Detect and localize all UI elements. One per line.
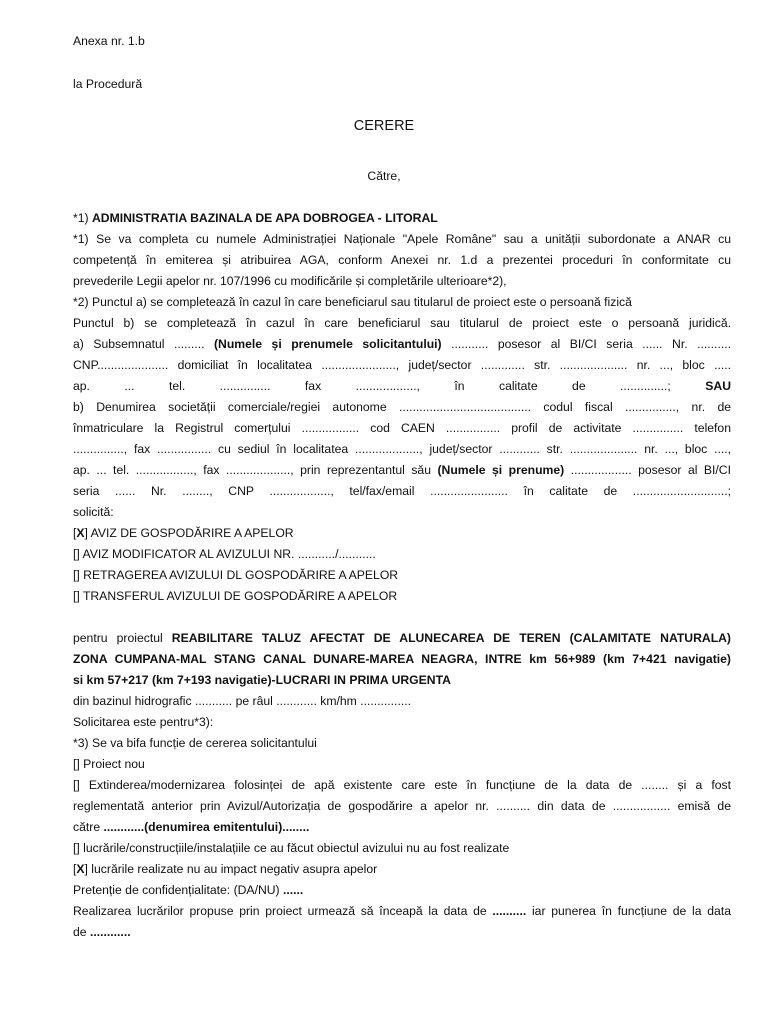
section-a-line2: CNP..................... domiciliat în localitatea ......................, județ/sector ............. str. .................... nr. ..., bloc ..... (73, 358, 731, 372)
option-works-done: [X] lucrările realizate nu au impact negativ asupra apelor (73, 862, 378, 876)
basin-line: din bazinul hidrografic ........... pe râul ............ km/hm ............... (73, 694, 411, 708)
option-new-project: [] Proiect nou (73, 757, 145, 771)
section-a-l1-pre: a) Subsemnatul ......... (73, 337, 214, 351)
project-title-part2: ZONA CUMPANA-MAL STANG CANAL DUNARE-MAREA NEAGRA, INTRE km 56+989 (km 7+421 navigatie) (73, 652, 731, 666)
request-option-withdrawal: [] RETRAGEREA AVIZULUI DL GOSPODĂRIRE A APELOR (73, 568, 399, 582)
project-line1 (73, 628, 731, 649)
start-date-line2 (73, 922, 731, 943)
section-a-l3-pre: ap. ... tel. ............... fax .................., în calitate de ..............; (73, 379, 706, 393)
checked-mark: X (76, 862, 85, 876)
issuer-placeholder: ............(denumirea emitentului)........ (103, 820, 310, 834)
option-works-done-label: lucrările realizate nu au impact negativ asupra apelor (87, 862, 378, 876)
start-date-line1 (73, 901, 731, 922)
checked-mark: X (76, 526, 85, 540)
section-b-line2: înmatriculare la Registrul comerțului ................. cod CAEN ................ profil de activitate ............... telefon (73, 421, 731, 435)
start-date-placeholder: .......... (492, 904, 527, 918)
authority-line (73, 208, 731, 229)
request-option-modifier: [] AVIZ MODIFICATOR AL AVIZULUI NR. .........../........... (73, 547, 376, 561)
section-b-line3: ..............., fax ................ cu sediul în localitatea ..................., județ/sector ............ str. .................... nr. ..., bloc ...., (73, 442, 731, 456)
authority-name: ADMINISTRATIA BAZINALA DE APA DOBROGEA - LITORAL (91, 211, 438, 225)
request-option-transfer: [] TRANSFERUL AVIZULUI DE GOSPODĂRIRE A APELOR (73, 589, 398, 603)
section-b-l4-pre: ap. ... tel. ................., fax ..................., prin reprezentantul său (73, 463, 438, 477)
or-separator: SAU (705, 379, 731, 393)
note2-line1: *2) Punctul a) se completează în cazul în care beneficiarul sau titularul de proiect este o persoană fizică (73, 295, 632, 309)
document-title: CERERE (353, 118, 415, 134)
project-line2 (73, 649, 731, 670)
note1-line2: competență în emiterea și atribuirea AGA, conform Anexei nr. 1.d a prezentei proceduri în conformitate cu (73, 253, 731, 267)
project-line3 (73, 670, 731, 691)
section-a-l1-post: ........... posesor al BI/CI seria ...... Nr. .......... (441, 337, 731, 351)
authority-prefix: *1) (73, 211, 92, 225)
request-option-aviz-label: AVIZ DE GOSPODĂRIRE A APELOR (87, 526, 294, 540)
project-title-part3: si km 57+217 (km 7+193 navigatie)-LUCRARI IN PRIMA URGENTA (73, 673, 451, 687)
project-title-part1: REABILITARE TALUZ AFECTAT DE ALUNECAREA DE TEREN (CALAMITATE NATURALA) (171, 631, 731, 645)
confidentiality-value: ...... (283, 883, 304, 897)
section-a-line1 (73, 334, 731, 355)
start-date-l1-pre: Realizarea lucrărilor propuse prin proiect urmează să înceapă la data de (73, 904, 493, 918)
section-b-line4 (73, 460, 731, 481)
section-b-line5: seria ...... Nr. ........, CNP .................., tel/fax/email ....................... în calitate de ............................; (73, 484, 731, 498)
start-date-l2-pre: de (73, 925, 90, 939)
note1-line1: *1) Se va completa cu numele Administrației Naționale "Apele Române" sau a unității subordonate a ANAR cu (73, 232, 731, 246)
section-b-l4-post: .................. posesor al BI/CI (564, 463, 731, 477)
purpose-label: Solicitarea este pentru*3): (73, 715, 214, 729)
applicant-name-placeholder: (Numele și prenumele solicitantului) (213, 337, 442, 351)
request-option-aviz: [X] AVIZ DE GOSPODĂRIRE A APELOR (73, 526, 294, 540)
option-extension-line2: reglementată anterior prin Avizul/Autorizația de gospodărire a apelor nr. .......... din data de ................. emisă de (73, 799, 731, 813)
confidentiality-line (73, 880, 731, 901)
representative-name-placeholder: (Numele și prenume) (437, 463, 565, 477)
option-extension-line3 (73, 817, 731, 838)
note1-line3: prevederile Legii apelor nr. 107/1996 cu modificările și completările ulterioare*2), (73, 274, 507, 288)
procedure-label: la Procedură (73, 77, 143, 91)
section-b-line1: b) Denumirea societății comerciale/regiei autonome ....................................... codul fiscal ..............., nr. de (73, 400, 731, 414)
start-date-l1-post: iar punerea în funcțiune de la data (526, 904, 731, 918)
option-extension-line1: [] Extinderea/modernizarea folosinței de apă existente care este în funcțiune de la data de ........ și a fost (73, 778, 731, 792)
commissioning-date-placeholder: ............ (89, 925, 131, 939)
recipient-label: Către, (367, 169, 401, 183)
option-works-not-done: [] lucrările/construcțiile/instalațiile ce au făcut obiectul avizului nu au fost realizate (73, 841, 510, 855)
confidentiality-label: Pretenție de confidențialitate: (DA/NU) (73, 883, 283, 897)
note3-line: *3) Se va bifa funcție de cererea solicitantului (73, 736, 317, 750)
annex-number: Anexa nr. 1.b (73, 34, 145, 48)
issuer-prefix: către (73, 820, 104, 834)
project-prefix: pentru proiectul (73, 631, 172, 645)
note2-line2: Punctul b) se completează în cazul în care beneficiarul sau titularul de proiect este o persoană juridică. (73, 316, 731, 330)
requests-label: solicită: (73, 505, 114, 519)
section-a-line3 (73, 376, 731, 397)
